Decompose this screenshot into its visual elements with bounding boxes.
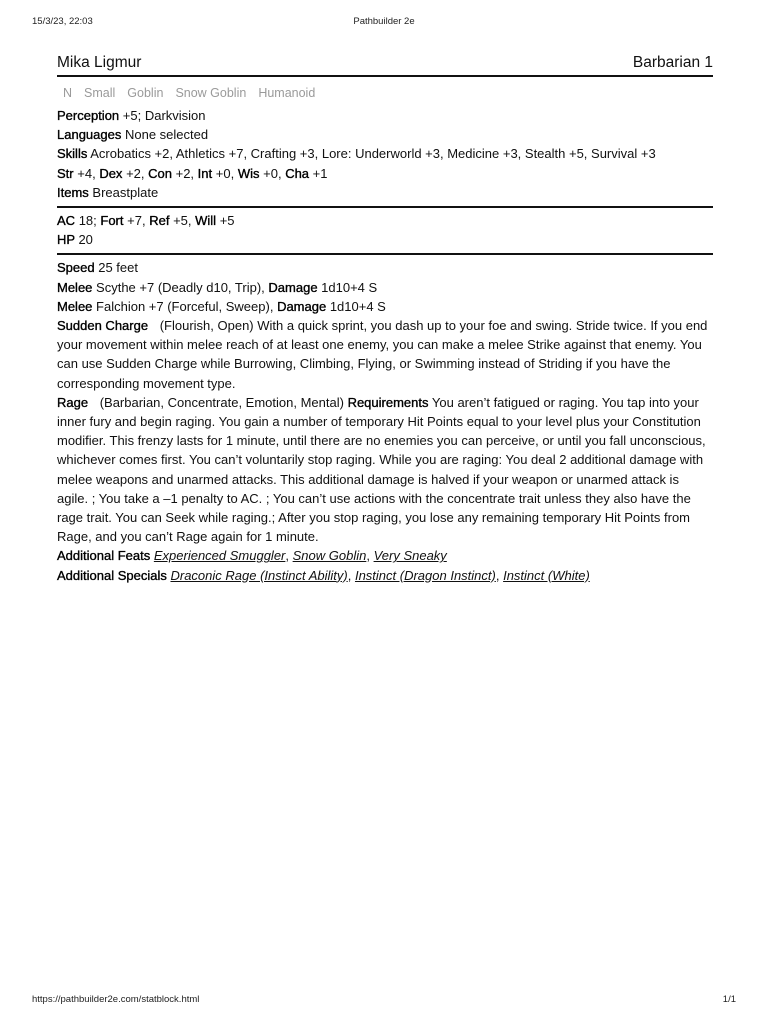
ref-label: Ref [149,213,170,229]
character-name: Mika Ligmur [57,54,142,71]
print-header [32,16,736,30]
speed-value: 25 feet [98,260,138,276]
special-link[interactable]: Draconic Rage (Instinct Ability) [170,567,348,583]
trait-tag: Humanoid [258,86,316,100]
melee-line [57,297,713,316]
print-url: https://pathbuilder2e.com/statblock.html [32,994,200,1005]
ability-value: +2, [126,165,145,181]
speed-line [57,258,713,277]
melee-line [57,278,713,297]
skills-label: Skills [57,146,88,162]
ability-traits: (Barbarian, Concentrate, Emotion, Mental) [99,394,344,410]
fort-label: Fort [100,213,124,229]
will-value: +5 [219,213,235,229]
speed-label: Speed [57,260,95,276]
hp-line [57,230,713,249]
skills-line [57,144,713,163]
class-level: Barbarian 1 [632,54,713,71]
print-page-number: 1/1 [722,994,736,1005]
ability-text: (Flourish, Open) With a quick sprint, you dash up to your foe and swing. Stride twice. If you end your movement within melee reach of at least one enemy, you can make a melee Strike against that enemy. You can use Sudden Charge while Burrowing, Climbing, Flying, or Swimming instead of Striding if you have the corresponding movement type. [57,318,708,391]
additional-feats-label: Additional Feats [57,548,151,564]
special-link[interactable]: Instinct (White) [503,567,590,583]
ability-value: +2, [175,165,195,181]
skills-value: Acrobatics +2, Athletics +7, Crafting +3, Lore: Underworld +3, Medicine +3, Stealth +5, Survival +3 [90,146,656,162]
will-label: Will [195,213,217,229]
melee-label: Melee [57,279,93,295]
ability-value: +4, [77,165,96,181]
ability-label: Cha [285,165,310,181]
ability-name: Sudden Charge [57,318,149,334]
feat-link[interactable]: Experienced Smuggler [153,548,286,564]
ability-label: Dex [99,165,123,181]
perception-line [57,106,713,125]
requirements-label: Requirements [347,394,429,410]
trait-tag: Goblin [127,86,164,100]
ability-label: Wis [237,165,260,181]
ac-label: AC [57,213,76,229]
items-label: Items [57,184,89,200]
melee-attack: Scythe +7 (Deadly d10, Trip), [96,279,265,295]
ref-value: +5, [173,213,192,229]
damage-label: Damage [268,279,318,295]
melee-label: Melee [57,298,93,314]
ac-value: 18; [78,213,97,229]
special-link[interactable]: Instinct (Dragon Instinct) [354,567,496,583]
ability-value: +0, [215,165,235,181]
sudden-charge-ability [57,316,713,393]
rage-ability [57,393,713,547]
feat-link[interactable]: Snow Goblin [292,548,367,564]
languages-label: Languages [57,127,122,143]
languages-line [57,125,713,144]
perception-value: +5; Darkvision [122,108,206,123]
additional-specials-line: Additional Specials Draconic Rage (Instinct Ability), Instinct (Dragon Instinct), Instinct (White) [57,567,590,583]
items-value: Breastplate [92,184,159,200]
damage-value: 1d10+4 S [321,279,378,295]
languages-value: None selected [124,127,209,143]
perception-label: Perception [57,108,120,123]
melee-attack: Falchion +7 (Forceful, Sweep), [96,298,274,314]
hp-label: HP [57,232,75,248]
statblock [57,53,713,585]
ability-label: Str [57,165,74,181]
defense-line [57,211,713,230]
trait-tag: Small [84,86,116,100]
section-divider [57,253,713,255]
ability-label: Int [197,165,213,181]
ability-scores-line [57,164,713,183]
damage-label: Damage [277,298,327,314]
fort-value: +7, [127,213,146,229]
print-footer [32,994,736,1008]
section-divider [57,206,713,208]
hp-value: 20 [78,232,93,248]
ability-value: +0, [263,165,282,181]
items-line [57,183,713,202]
title-row [57,53,713,77]
print-page-title: Pathbuilder 2e [353,16,415,27]
trait-tag: Snow Goblin [175,86,247,100]
feat-link[interactable]: Very Sneaky [373,548,447,564]
damage-value: 1d10+4 S [329,298,386,314]
trait-tag: N [63,86,73,100]
ability-text: You aren’t fatigued or raging. You tap into your inner fury and begin raging. You gain a number of temporary Hit Points equal to your level plus your Constitution modifier. This frenzy lasts for 1 minute, until there are no enemies you can perceive, or until you fall unconscious, whichever comes first. You can’t voluntarily stop raging. While you are raging: You deal 2 additional damage with melee weapons and unarmed attacks. This additional damage is halved if your weapon or unarmed attack is agile. ; You take a –1 penalty to AC. ; You can’t use actions with the concentrate trait unless they also have the rage trait. You can Seek while raging.; After you stop raging, you lose any remaining temporary Hit Points from Rage, and you can’t Rage again for 1 minute. [57,394,706,545]
ability-name: Rage [57,394,89,410]
ability-value: +1 [312,165,328,181]
additional-specials-label: Additional Specials [57,567,167,583]
additional-feats-line: Additional Feats Experienced Smuggler, Snow Goblin, Very Sneaky [57,548,447,564]
ability-label: Con [148,165,172,181]
trait-list [57,84,713,102]
print-datetime: 15/3/23, 22:03 [32,16,93,27]
